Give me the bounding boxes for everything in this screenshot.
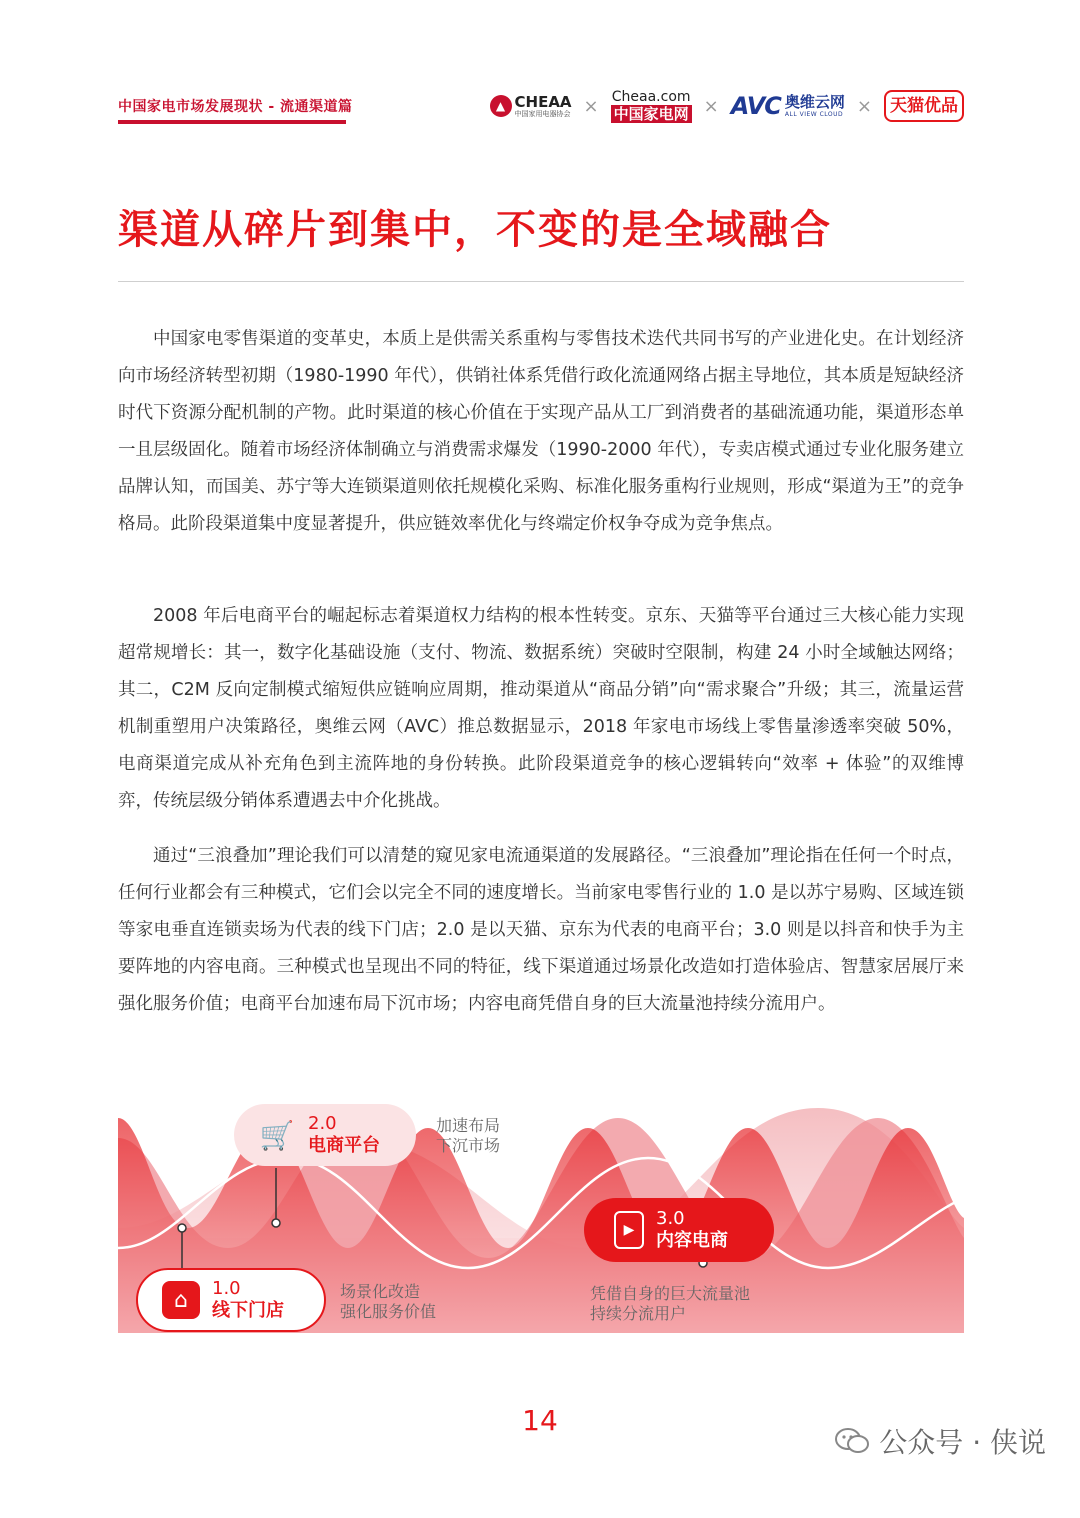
shopping-cart-icon: 🛒 xyxy=(259,1118,295,1152)
stage-1-note-line-2: 强化服务价值 xyxy=(340,1302,437,1321)
cheaa-com-bottom: 中国家电网 xyxy=(611,105,692,123)
stage-2-pill xyxy=(234,1104,416,1166)
wechat-icon xyxy=(835,1427,869,1455)
stage-2-name: 电商平台 xyxy=(308,1135,380,1156)
body-paragraph-2: 2008 年后电商平台的崛起标志着渠道权力结构的根本性转变。京东、天猫等平台通过三大核心能力实现超常规增长：其一，数字化基础设施（支付、物流、数据系统）突破时空限制，构建 24 小时全域触达网络；其二，C2M 反向定制模式缩短供应链响应周期，推动渠道从“商品分销”向“需求聚合”升级；其三，流量运营机制重塑用户决策路径，奥维云网（AVC）推总数据显示，2018 年家电市场线上零售量渗透率突破 50%，电商渠道完成从补充角色到主流阵地的身份转换。此阶段渠道竞争的核心逻辑转向“效率 + 体验”的双维博弈，传统层级分销体系遭遇去中介化挑战。 xyxy=(118,606,964,811)
stage-1-note-line-1: 场景化改造 xyxy=(340,1282,421,1301)
page-title: 渠道从碎片到集中，不变的是全域融合 xyxy=(118,207,832,253)
logo-separator: × xyxy=(703,95,719,117)
stage-2-version: 2.0 xyxy=(308,1113,337,1134)
store-icon: ⌂ xyxy=(162,1281,200,1319)
title-divider xyxy=(118,281,964,282)
avc-name: AVC xyxy=(730,92,781,120)
avc-en: ALL VIEW CLOUD xyxy=(784,110,844,118)
body-paragraph-1: 中国家电零售渠道的变革史，本质上是供需关系重构与零售技术迭代共同书写的产业进化史。在计划经济向市场经济转型初期（1980-1990 年代），供销社体系凭借行政化流通网络占据主导地位，其本质是短缺经济时代下资源分配机制的产物。此时渠道的核心价值在于实现产品从工厂到消费者的基础流通功能，渠道形态单一且层级固化。随着市场经济体制确立与消费需求爆发（1990-2000 年代），专卖店模式通过专业化服务建立品牌认知，而国美、苏宁等大连锁渠道则依托规模化采购、标准化服务重构行业规则，形成“渠道为王”的竞争格局。此阶段渠道集中度显著提升，供应链效率优化与终端定价权争夺成为竞争焦点。 xyxy=(118,329,964,534)
cheaa-sub: 中国家用电器协会 xyxy=(514,109,571,118)
stage-2-note-line-2: 下沉市场 xyxy=(436,1136,501,1155)
report-title: 中国家电市场发展现状 - 流通渠道篇 xyxy=(118,99,353,115)
avc-cn: 奥维云网 xyxy=(784,92,845,111)
stage-1-name: 线下门店 xyxy=(212,1300,284,1321)
cheaa-com-logo xyxy=(611,90,692,123)
stage-3-version: 3.0 xyxy=(656,1208,685,1229)
phone-play-icon: ▶ xyxy=(614,1211,644,1249)
stage-1-version: 1.0 xyxy=(212,1278,241,1299)
stage-3-note-line-2: 持续分流用户 xyxy=(590,1304,687,1323)
cheaa-logo xyxy=(490,94,572,119)
page-header xyxy=(118,82,964,132)
three-wave-diagram xyxy=(118,1098,964,1338)
stage-3-pill xyxy=(584,1198,774,1262)
stage-2-note xyxy=(436,1116,500,1156)
report-title-underline xyxy=(118,120,346,124)
cheaa-mark-icon: ▲ xyxy=(490,95,512,117)
stage-1-pill xyxy=(136,1268,326,1332)
body-paragraph-3: 通过“三浪叠加”理论我们可以清楚的窥见家电流通渠道的发展路径。“三浪叠加”理论指在任何一个时点，任何行业都会有三种模式，它们会以完全不同的速度增长。当前家电零售行业的 1.0 是以苏宁易购、区域连锁等家电垂直连锁卖场为代表的线下门店；2.0 是以天猫、京东为代表的电商平台；3.0 则是以抖音和快手为主要阵地的内容电商。三种模式也呈现出不同的特征，线下渠道通过场景化改造如打造体验店、智慧家居展厅来强化服务价值；电商平台加速布局下沉市场；内容电商凭借自身的巨大流量池持续分流用户。 xyxy=(118,846,964,1014)
stage-1-note xyxy=(340,1282,436,1322)
stage-3-name: 内容电商 xyxy=(656,1230,728,1251)
stage-3-note xyxy=(590,1284,750,1324)
watermark xyxy=(835,1421,1046,1461)
connector-dot-2 xyxy=(272,1219,280,1227)
logo-separator: × xyxy=(856,95,872,117)
stage-2-note-line-1: 加速布局 xyxy=(436,1116,501,1135)
connector-dot-1 xyxy=(178,1224,186,1232)
watermark-text: 公众号 · 侠说 xyxy=(879,1426,1046,1459)
cheaa-name: CHEAA xyxy=(514,92,572,111)
tmall-logo: 天猫优品 xyxy=(884,90,964,122)
logo-separator: × xyxy=(583,95,599,117)
page-number: 14 xyxy=(522,1404,558,1437)
partner-logos xyxy=(490,86,964,126)
stage-3-note-line-1: 凭借自身的巨大流量池 xyxy=(590,1284,751,1303)
avc-logo xyxy=(731,92,845,120)
cheaa-com-top: Cheaa.com xyxy=(611,88,691,105)
